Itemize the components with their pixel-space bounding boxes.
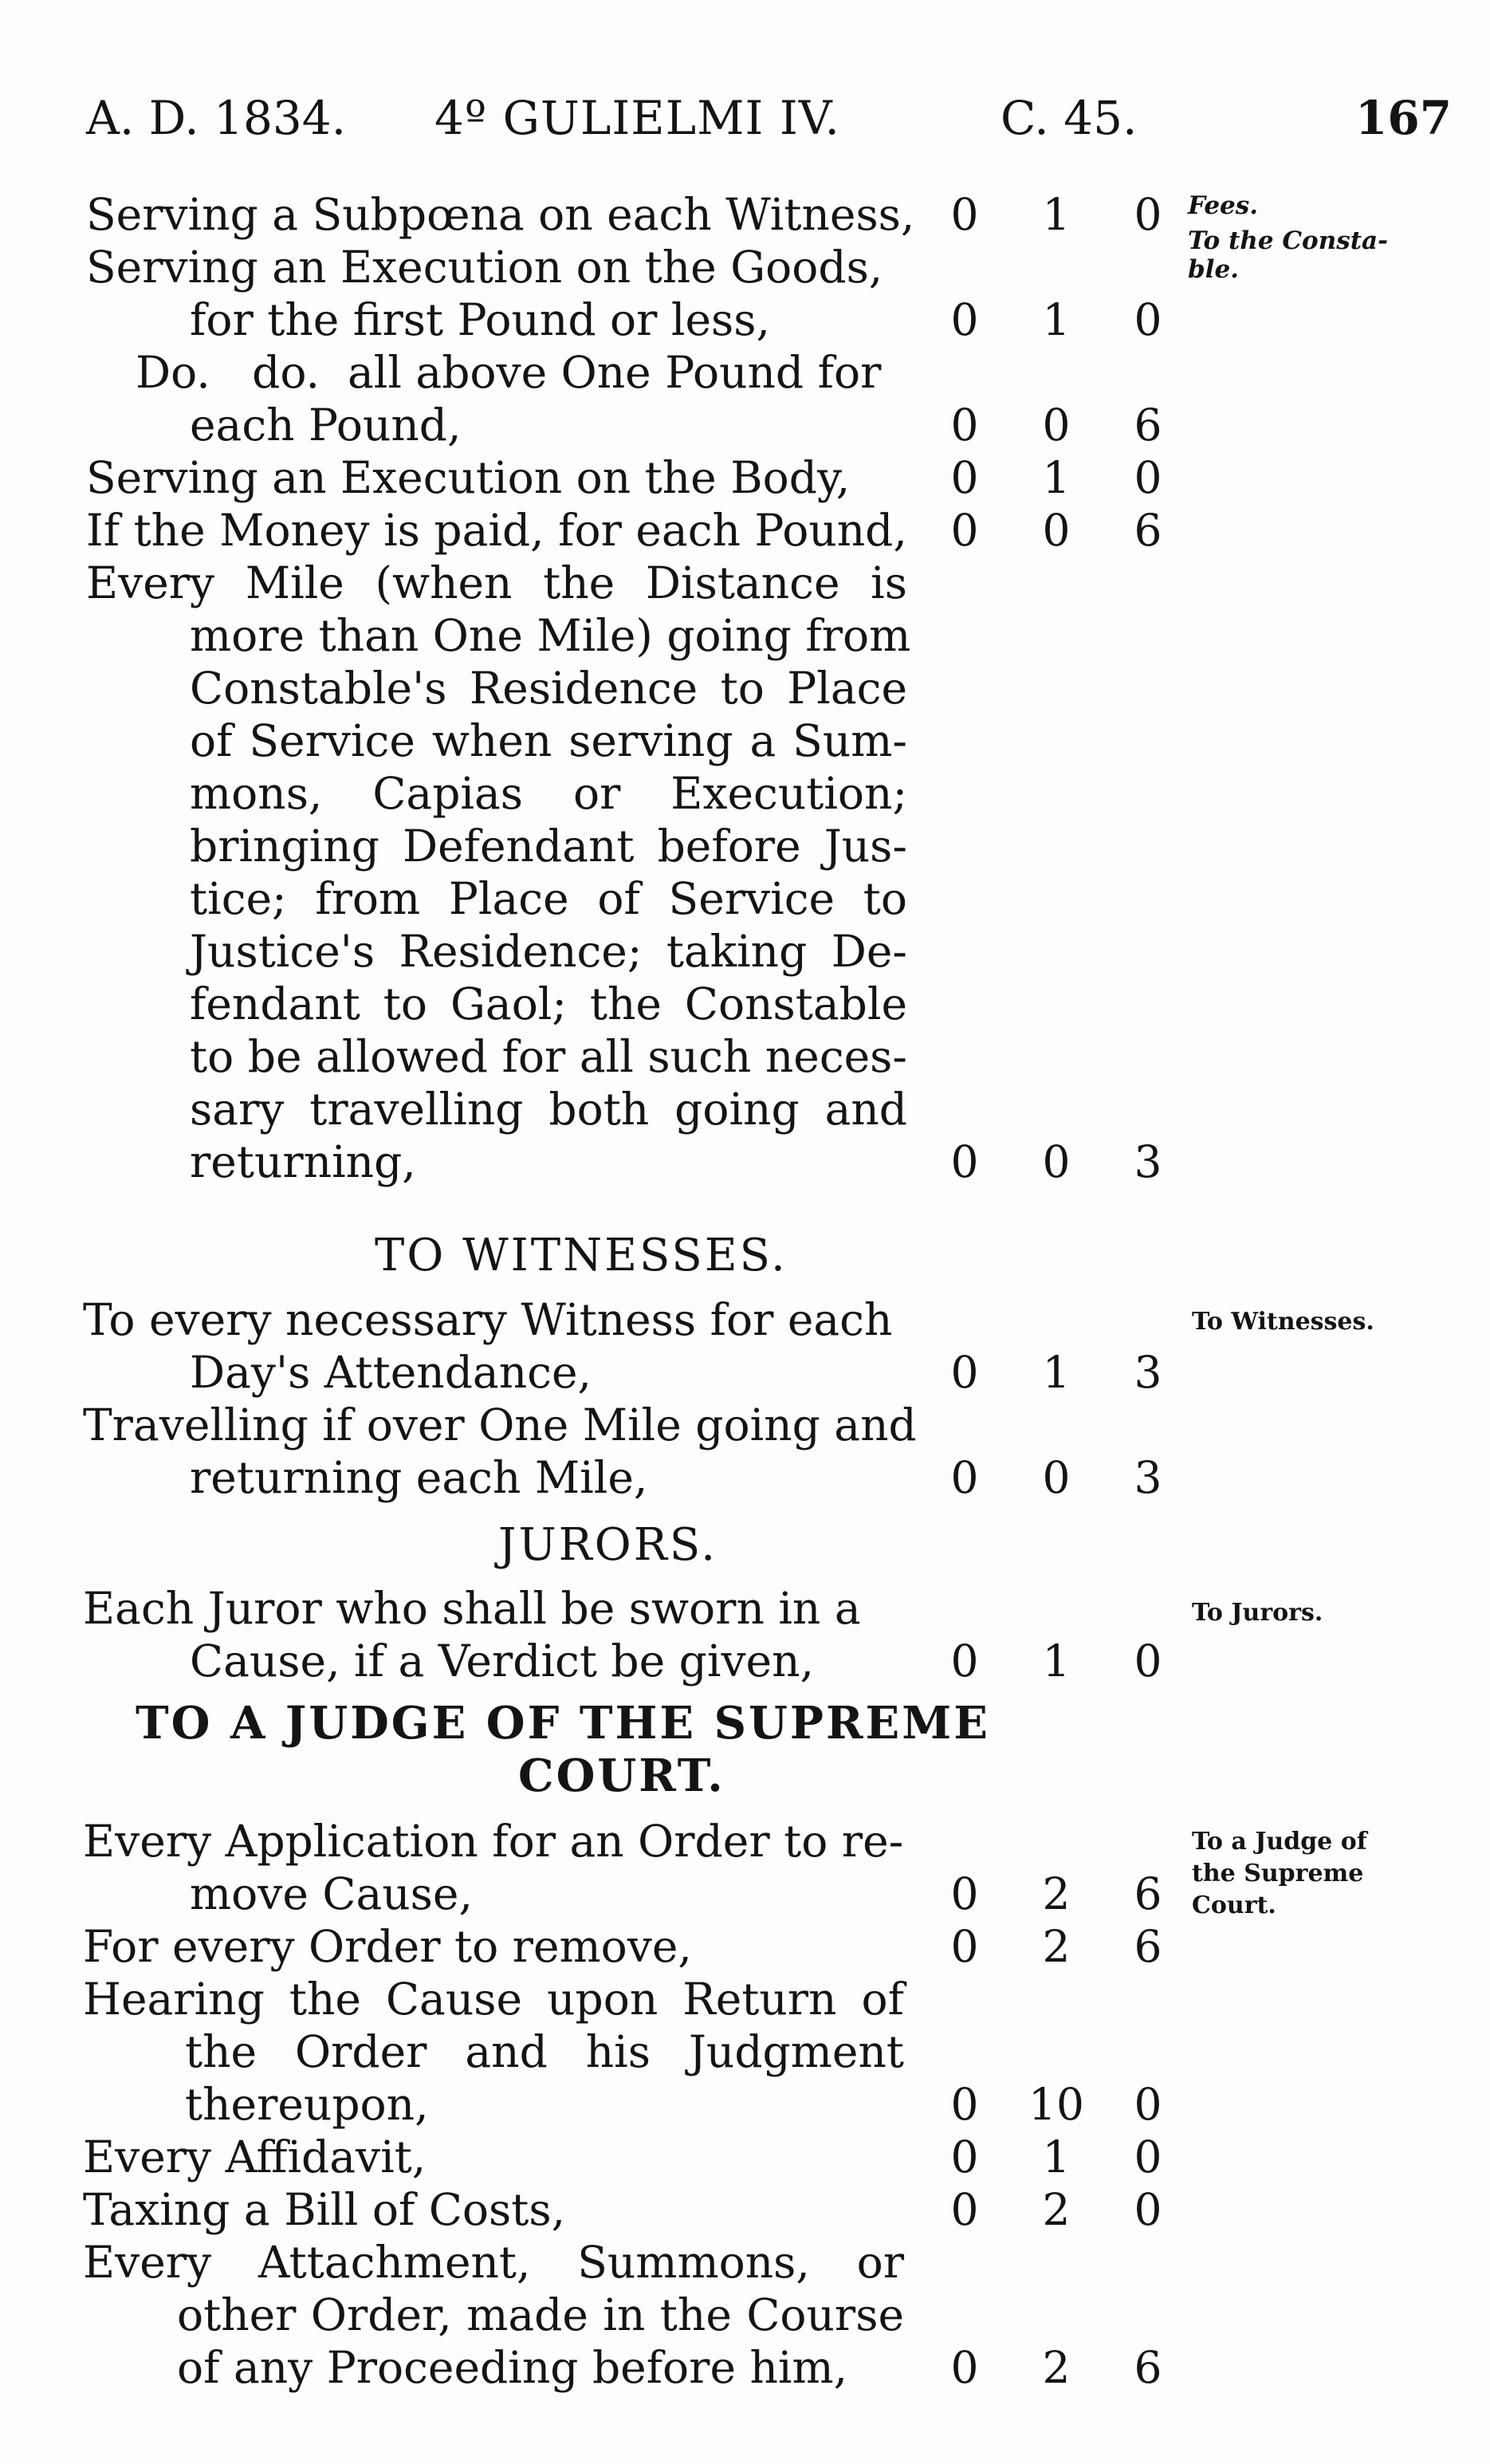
amount-shillings: 1 bbox=[1042, 294, 1071, 345]
amount-shillings: 1 bbox=[1042, 1347, 1071, 1398]
fee-description: Every Application for an Order to re- bbox=[83, 1816, 904, 1867]
fee-description: Every Attachment, Summons, or bbox=[83, 2237, 904, 2288]
fee-description: Constable's Residence to Place bbox=[190, 663, 907, 714]
amount-pounds: 0 bbox=[950, 452, 979, 503]
fee-description: Each Juror who shall be sworn in a bbox=[83, 1583, 861, 1634]
fee-description: returning each Mile, bbox=[190, 1452, 648, 1503]
amount-shillings: 2 bbox=[1042, 2342, 1071, 2393]
amount-pounds: 0 bbox=[950, 2184, 979, 2235]
amount-shillings: 10 bbox=[1028, 2079, 1084, 2130]
amount-pounds: 0 bbox=[950, 2342, 979, 2393]
fee-description: For every Order to remove, bbox=[83, 1921, 692, 1972]
fee-description: other Order, made in the Course bbox=[177, 2289, 904, 2340]
margin-note-judge bbox=[1192, 1826, 1367, 1922]
fee-description: of Service when serving a Sum- bbox=[190, 715, 907, 766]
amount-pence: 6 bbox=[1134, 2342, 1162, 2393]
amount-shillings: 0 bbox=[1042, 1136, 1071, 1187]
amount-pounds: 0 bbox=[950, 1452, 979, 1503]
amount-pence: 3 bbox=[1134, 1136, 1162, 1187]
amount-pounds: 0 bbox=[950, 1136, 979, 1187]
amount-pence: 3 bbox=[1134, 1452, 1162, 1503]
amount-shillings: 0 bbox=[1042, 1452, 1071, 1503]
amount-pounds: 0 bbox=[950, 1347, 979, 1398]
running-head-reign: 4º GULIELMI IV. bbox=[434, 91, 840, 145]
margin-note-judge-line-2: the Supreme bbox=[1192, 1860, 1364, 1887]
amount-pounds: 0 bbox=[950, 1921, 979, 1972]
amount-shillings: 1 bbox=[1042, 2131, 1071, 2183]
page-number: 167 bbox=[1355, 91, 1453, 145]
margin-note-judge-line-1: To a Judge of bbox=[1192, 1828, 1367, 1856]
amount-pence: 6 bbox=[1134, 400, 1162, 451]
amount-shillings: 0 bbox=[1042, 400, 1071, 451]
amount-pounds: 0 bbox=[950, 1635, 979, 1687]
fee-description: for the first Pound or less, bbox=[190, 294, 770, 345]
fee-description: Every Mile (when the Distance is bbox=[86, 557, 907, 608]
fee-description: move Cause, bbox=[190, 1868, 473, 1919]
margin-note-judge-line-3: Court. bbox=[1192, 1891, 1276, 1919]
fee-description: Hearing the Cause upon Return of bbox=[83, 1974, 904, 2025]
fee-description: Taxing a Bill of Costs, bbox=[83, 2184, 566, 2235]
amount-pounds: 0 bbox=[950, 2131, 979, 2183]
amount-pence: 0 bbox=[1134, 189, 1162, 240]
margin-note-constable bbox=[1188, 226, 1388, 284]
amount-shillings: 1 bbox=[1042, 452, 1071, 503]
fee-description: Justice's Residence; taking De- bbox=[190, 926, 907, 977]
amount-pence: 6 bbox=[1134, 505, 1162, 556]
amount-pounds: 0 bbox=[950, 189, 979, 240]
amount-shillings: 2 bbox=[1042, 1868, 1071, 1919]
amount-shillings: 0 bbox=[1042, 505, 1071, 556]
fee-description: mons, Capias or Execution; bbox=[190, 768, 907, 819]
amount-pounds: 0 bbox=[950, 2079, 979, 2130]
amount-shillings: 1 bbox=[1042, 189, 1071, 240]
amount-pence: 0 bbox=[1134, 2184, 1162, 2235]
heading-to-witnesses: TO WITNESSES. bbox=[375, 1230, 788, 1281]
fee-description: more than One Mile) going from bbox=[190, 610, 911, 661]
amount-pence: 6 bbox=[1134, 1921, 1162, 1972]
fee-description: tice; from Place of Service to bbox=[190, 873, 907, 924]
amount-pence: 0 bbox=[1134, 2079, 1162, 2130]
heading-judge-line-1: TO A JUDGE OF THE SUPREME bbox=[136, 1697, 990, 1750]
fee-description: Travelling if over One Mile going and bbox=[83, 1399, 917, 1450]
fee-description: Do. do. all above One Pound for bbox=[136, 347, 882, 398]
amount-pence: 0 bbox=[1134, 294, 1162, 345]
amount-pence: 3 bbox=[1134, 1347, 1162, 1398]
amount-pounds: 0 bbox=[950, 400, 979, 451]
fee-description: To every necessary Witness for each bbox=[83, 1294, 893, 1345]
fee-description: to be allowed for all such neces- bbox=[190, 1031, 907, 1082]
amount-pounds: 0 bbox=[950, 294, 979, 345]
margin-note-constable-line-2: ble. bbox=[1188, 255, 1239, 284]
margin-note-constable-line-1: To the Consta- bbox=[1188, 226, 1388, 255]
fee-description: returning, bbox=[190, 1136, 416, 1187]
fee-description: Serving a Subpœna on each Witness, bbox=[86, 189, 915, 240]
fee-description: fendant to Gaol; the Constable bbox=[190, 978, 907, 1029]
fee-description: If the Money is paid, for each Pound, bbox=[86, 505, 907, 556]
margin-note-fees: Fees. bbox=[1188, 191, 1259, 220]
margin-note-jurors: To Jurors. bbox=[1192, 1599, 1323, 1627]
amount-shillings: 2 bbox=[1042, 2184, 1071, 2235]
running-head-chapter: C. 45. bbox=[1001, 91, 1138, 145]
fee-description: Day's Attendance, bbox=[190, 1347, 592, 1398]
fee-description: the Order and his Judgment bbox=[185, 2026, 904, 2077]
fee-description: Every Affidavit, bbox=[83, 2131, 427, 2183]
fee-description: thereupon, bbox=[185, 2079, 429, 2130]
amount-pence: 0 bbox=[1134, 2131, 1162, 2183]
amount-shillings: 2 bbox=[1042, 1921, 1071, 1972]
amount-shillings: 1 bbox=[1042, 1635, 1071, 1687]
fee-description: of any Proceeding before him, bbox=[177, 2342, 848, 2393]
fee-description: Cause, if a Verdict be given, bbox=[190, 1635, 814, 1687]
margin-note-witnesses: To Witnesses. bbox=[1192, 1308, 1374, 1336]
fee-description: each Pound, bbox=[190, 400, 462, 451]
amount-pence: 0 bbox=[1134, 1635, 1162, 1687]
heading-judge-line-2: COURT. bbox=[518, 1750, 725, 1802]
fee-description: sary travelling both going and bbox=[190, 1084, 907, 1135]
amount-pounds: 0 bbox=[950, 1868, 979, 1919]
amount-pence: 0 bbox=[1134, 452, 1162, 503]
fee-description: Serving an Execution on the Goods, bbox=[86, 242, 883, 293]
heading-jurors: JURORS. bbox=[498, 1519, 718, 1571]
running-head-year: A. D. 1834. bbox=[86, 91, 347, 145]
amount-pence: 6 bbox=[1134, 1868, 1162, 1919]
fee-description: Serving an Execution on the Body, bbox=[86, 452, 851, 503]
amount-pounds: 0 bbox=[950, 505, 979, 556]
fee-description: bringing Defendant before Jus- bbox=[190, 821, 907, 872]
